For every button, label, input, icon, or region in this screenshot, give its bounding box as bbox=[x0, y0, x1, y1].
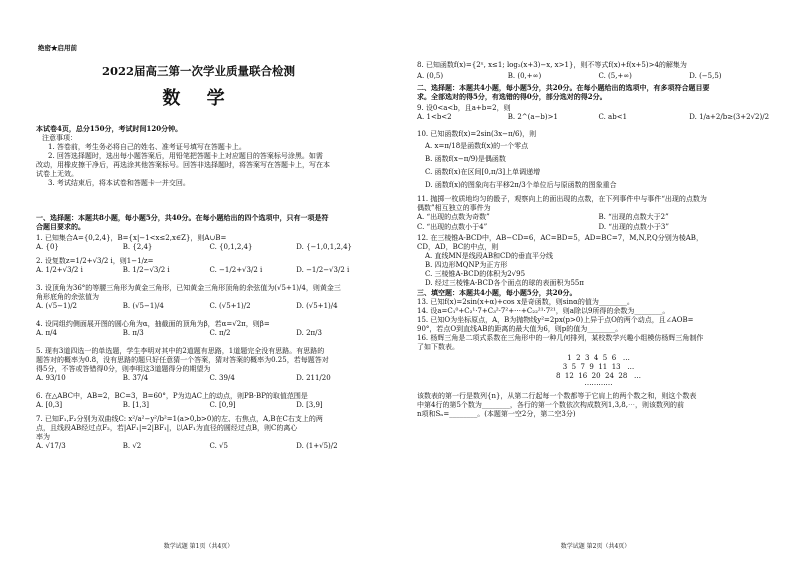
section-1 bbox=[36, 214, 383, 456]
section-2-title: 二、选择题：本题共4小题，每小题5分，共20分。在每小题给出的选项中，有多项符合题目要 bbox=[417, 84, 710, 92]
question-stem: 4. 设同组约侧面展开图的圆心角为α，抽截面的顶角为β，若α=√2π，则β= bbox=[36, 320, 270, 328]
option-a: A. π/4 bbox=[36, 329, 57, 337]
option-c: C. (5,+∞) bbox=[598, 72, 632, 80]
options bbox=[36, 374, 383, 388]
option-c: C. {0,1,2,4} bbox=[209, 243, 253, 251]
option-b: B. {2,4} bbox=[122, 243, 153, 251]
triangle-row: 8 12 16 20 24 28 … bbox=[556, 372, 641, 380]
option-a: A. 直线MN是线段AB和CD的垂直平分线 bbox=[425, 252, 553, 260]
section-2-title-cont: 求。全部选对的得5分，有选错的得0分，部分选对的得2分。 bbox=[417, 93, 607, 101]
question-4 bbox=[36, 320, 383, 343]
option-b: B. (√5−1)/4 bbox=[122, 302, 164, 310]
options bbox=[417, 113, 780, 127]
question-14: 14. 设a=C₁⁰+C₂¹·7+C₃²·7²+⋯+C₂₂²¹·7²¹，则a除以9所得的余数为________。 bbox=[417, 307, 670, 315]
option-d: D. −1/2−√3/2 i bbox=[296, 266, 350, 274]
question-3 bbox=[36, 284, 383, 316]
option-d: D. 函数f(x)的图象向右平移2π/3个单位后与原函数的图象重合 bbox=[425, 181, 617, 189]
options bbox=[36, 266, 383, 280]
option-a: A. [0,3] bbox=[36, 401, 63, 409]
option-c: C. −1/2+√3/2 i bbox=[209, 266, 263, 274]
option-c: C. 三棱锥A-BCD的体积为2√95 bbox=[425, 270, 526, 278]
section-1-title-cont: 合题目要求的。 bbox=[36, 223, 85, 231]
option-d: D. [3,9] bbox=[296, 401, 323, 409]
question-stem: 7. 已知F₁,F₂分别为双曲线C: x²/a²−y²/b²=1(a>0,b>0)的左、右焦点，A,B在C右支上的两 bbox=[36, 415, 323, 423]
page-2 bbox=[397, 0, 794, 562]
triangle-row: 1 2 3 4 5 6 … bbox=[567, 354, 630, 362]
option-d: D. 经过三棱锥A-BCD各个面点的球的表面积为55π bbox=[425, 279, 584, 287]
triangle-row: ⋯⋯⋯⋯ bbox=[584, 381, 613, 389]
note-line: 3. 考试结束后，将本试卷和答题卡一并交回。 bbox=[48, 179, 190, 187]
question-stem: 90°，若点O到直线AB的距离的最大值为6，则p的值为________。 bbox=[417, 325, 623, 333]
triangle-row: 3 5 7 9 11 13 … bbox=[562, 363, 635, 371]
question-2 bbox=[36, 257, 383, 280]
options bbox=[36, 401, 383, 411]
question-stem: CD，AD，BC的中点，则 bbox=[417, 243, 499, 251]
subject-heading: 数 学 bbox=[162, 88, 235, 109]
question-stem: 2. 设复数z=1/2+√3/2 i，则1−1/z= bbox=[36, 257, 154, 265]
section-1-title: 一、选择题：本题共8小题，每小题5分，共40分。在每小题给出的四个选项中，只有一项是符 bbox=[36, 214, 329, 222]
question-11 bbox=[417, 195, 780, 233]
options bbox=[36, 442, 383, 456]
question-stem: 8. 已知函数f(x)={2ˣ, x≤1; log₂(x+3)−x, x>1}，则不等式f(x)+f(x+5)>4的解集为 bbox=[417, 61, 687, 69]
question-stem: 6. 在△ABC中，AB=2，BC=3，B=60°，P为边AC上的动点，则PB·BP的取值范围是 bbox=[36, 392, 308, 400]
option-c: C. √5 bbox=[209, 442, 228, 450]
note-line: 试卷上无效。 bbox=[36, 170, 78, 178]
option-a: A. 1/2+√3/2 i bbox=[36, 266, 83, 274]
page-2-content bbox=[417, 58, 780, 419]
section-2 bbox=[417, 84, 780, 102]
option-b: B. √2 bbox=[122, 442, 142, 450]
options bbox=[36, 329, 383, 343]
exam-title: 2022届高三第一次学业质量联合检测 bbox=[101, 64, 295, 78]
question-10 bbox=[417, 130, 780, 193]
options bbox=[36, 243, 383, 253]
question-stem: 该数表的第一行是数列{n}，从第二行起每一个数都等于它肩上的两个数之和，则这个数表 bbox=[417, 392, 697, 400]
question-stem: n项和Sₙ=________。(本题第一空2分，第二空3分) bbox=[417, 410, 576, 418]
page-footer: 数学试题 第2页（共4页） bbox=[560, 542, 631, 550]
question-13: 13. 已知f(x)=2sin(x+α)+cos x是奇函数，则sinα的值为________。 bbox=[417, 298, 634, 306]
confidential-seal: 绝密★启用前 bbox=[38, 44, 77, 52]
option-c: C. (√5+1)/2 bbox=[209, 302, 251, 310]
option-a: A. √17/3 bbox=[36, 442, 66, 450]
question-stem: 得5分，不答或答错得0分，则李明这3道题得分的期望为 bbox=[36, 365, 211, 373]
question-stem: 3. 设顶角为36°的等腰三角形为黄金三角形，已知黄金三角形顶角的余弦值为(√5+1)/4，则黄金三 bbox=[36, 284, 341, 292]
options bbox=[417, 213, 780, 223]
number-triangle bbox=[417, 354, 780, 390]
options bbox=[417, 223, 780, 233]
option-b: B. π/3 bbox=[122, 329, 144, 337]
question-stem: 点，且线段AB经过点F₂，若|AF₁|=2|BF₁|，以AF₁为直径的圆经过点B，则C的离心 bbox=[36, 424, 298, 432]
option-a: A. 93/10 bbox=[36, 374, 66, 382]
question-stem: 率为 bbox=[36, 433, 50, 441]
question-stem: 10. 已知函数f(x)=2sin(3x−π/6)，则 bbox=[417, 130, 537, 138]
question-stem: 5. 现有3道四选一的单选题，学生李明对其中的2道题有思路，1道题完全没有思路。有思路的 bbox=[36, 347, 325, 355]
option-b: B. 2^(a−b)>1 bbox=[507, 113, 558, 121]
question-stem: 偶数”相互独立的事件为 bbox=[417, 204, 491, 212]
option-a: A. 1<b<2 bbox=[417, 113, 452, 121]
option-d: D. (1+√5)/2 bbox=[296, 442, 338, 450]
question-stem: 角形底角的余弦值为 bbox=[36, 293, 99, 301]
note-line: 2. 回答选择题时，选出每小题答案后，用铅笔把答题卡上对应题目的答案标号涂黑。如需 bbox=[48, 152, 323, 160]
question-6 bbox=[36, 392, 383, 411]
page-footer: 数学试题 第1页（共4页） bbox=[163, 542, 234, 550]
question-8 bbox=[417, 58, 780, 82]
question-stem: 中第4行的第5个数为________，各行的第一个数依次构成数列1,3,8,⋯，则该数列的前 bbox=[417, 401, 684, 409]
option-a: A. {0} bbox=[36, 243, 59, 251]
option-c: C. 39/4 bbox=[209, 374, 235, 382]
section-3-title: 三、填空题：本题共4小题，每小题5分，共20分。 bbox=[417, 289, 577, 297]
option-d: D. (−5,5) bbox=[689, 72, 722, 80]
option-c: C. 函数f(x)在区间[0,π/3]上单调递增 bbox=[425, 168, 541, 176]
instructions bbox=[36, 125, 383, 188]
option-c: C. “出现的点数小于4” bbox=[417, 223, 488, 231]
question-stem: 9. 设0<a<b，且a+b=2，则 bbox=[417, 104, 511, 112]
option-d: D. 211/20 bbox=[296, 374, 331, 382]
option-a: A. “出现的点数为奇数” bbox=[417, 213, 490, 221]
option-a: A. (√5−1)/2 bbox=[36, 302, 78, 310]
option-d: D. “出现的点数小于3” bbox=[598, 223, 669, 231]
question-stem: 16. 杨辉三角是二项式系数在三角形中的一种几何排列，某校数学兴趣小组模仿杨辉三角制作 bbox=[417, 334, 704, 342]
option-b: B. “出现的点数大于2” bbox=[598, 213, 669, 221]
note-line: 1. 答卷前，考生务必将自己的姓名、准考证号填写在答题卡上。 bbox=[48, 143, 246, 151]
note-line: 改动，用橡皮擦干净后，再选涂其他答案标号。回答非选择题时，将答案写在答题卡上，写在本 bbox=[36, 161, 330, 169]
options bbox=[36, 302, 383, 316]
question-stem: 15. 已知O为坐标原点，A，B为抛物线y²=2px(p>0)上异于点O的两个动点，且∠AOB= bbox=[417, 316, 694, 324]
question-15 bbox=[417, 316, 780, 334]
question-1 bbox=[36, 234, 383, 253]
option-d: D. {−1,0,1,2,4} bbox=[296, 243, 353, 251]
option-b: B. 37/4 bbox=[122, 374, 149, 382]
option-b: B. 四边形MQNP为正方形 bbox=[425, 261, 508, 269]
exam-info: 本试卷4页，总分150分，考试时间120分钟。 bbox=[36, 125, 183, 133]
option-a: A. (0,5) bbox=[417, 72, 444, 80]
option-c: C. [0,9] bbox=[209, 401, 236, 409]
question-stem: 12. 在三棱锥A-BCD中，AB−CD=6，AC=BD=5，AD=BC=7，M,N,P,Q分别为棱AB， bbox=[417, 234, 703, 242]
question-stem: 了如下数表。 bbox=[417, 343, 459, 351]
option-b: B. 函数f(x−π/9)是偶函数 bbox=[425, 155, 506, 163]
options bbox=[417, 72, 780, 82]
question-5 bbox=[36, 347, 383, 388]
option-c: C. ab<1 bbox=[598, 113, 628, 121]
option-b: B. [1,3] bbox=[122, 401, 149, 409]
option-d: D. 2π/3 bbox=[296, 329, 322, 337]
option-d: D. 1/a+2/b≥(3+2√2)/2 bbox=[689, 113, 770, 121]
question-9 bbox=[417, 104, 780, 127]
option-b: B. 1/2−√3/2 i bbox=[122, 266, 170, 274]
question-12 bbox=[417, 234, 780, 288]
question-stem: 1. 已知集合A={0,2,4}，B={x|−1<x≤2,x∈Z}，则A∪B= bbox=[36, 234, 227, 242]
notes-heading: 注意事项： bbox=[42, 134, 77, 142]
option-b: B. (0,+∞) bbox=[507, 72, 542, 80]
question-stem: 11. 抛掷一枚质地均匀的骰子，观察向上的面出现的点数，在下列事件中与事件“出现的点数为 bbox=[417, 195, 707, 203]
question-16 bbox=[417, 334, 780, 419]
option-c: C. π/2 bbox=[209, 329, 231, 337]
option-d: D. (√5+1)/4 bbox=[296, 302, 338, 310]
option-a: A. x=π/18是函数f(x)的一个零点 bbox=[425, 142, 529, 150]
question-7 bbox=[36, 415, 383, 456]
question-stem: 题答对的概率为0.8，没有思路的题只好任意猜一个答案，猜对答案的概率为0.25，若每题答对 bbox=[36, 356, 329, 364]
